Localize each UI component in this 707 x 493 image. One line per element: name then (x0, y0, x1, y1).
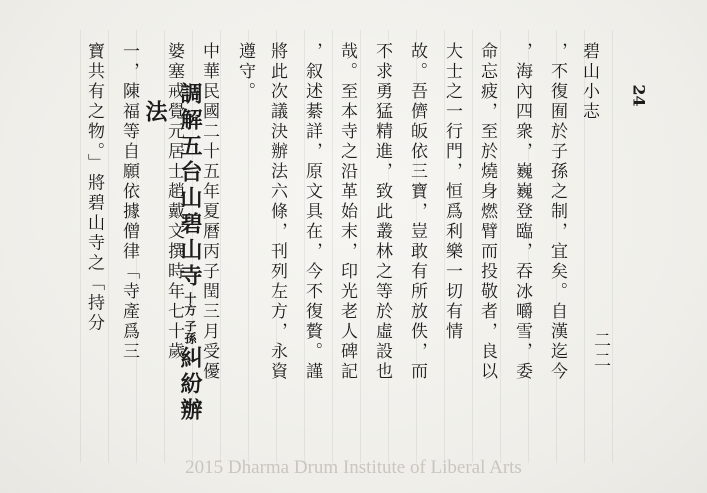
text-column: 故。吾儕皈依三寶，豈敢有所放佚，而 (407, 42, 427, 382)
heading-note-bottom: 子孫 (183, 320, 197, 344)
text-column: 寶共有之物。」將碧山寺之「持分 (84, 42, 104, 334)
column-running-title: 碧山小志 (579, 42, 599, 122)
text-column: ，叙述綦詳，原文具在，今不復贅。謹 (302, 42, 322, 382)
text-column: 命忘疲，至於燒身燃臂而投敬者，良以 (477, 42, 497, 382)
text-column: 哉。至本寺之沿革始末，印光老人碑記 (337, 42, 357, 382)
watermark: 2015 Dharma Drum Institute of Liberal Arts (185, 457, 522, 478)
text-column: ，海內四衆，巍巍登臨，吞冰嚼雪，委 (512, 42, 532, 382)
section-heading (179, 82, 201, 424)
heading-note-top: 十方 (183, 292, 197, 316)
heading-text: 調解五台山碧山寺 (177, 82, 203, 290)
text-column: 婆塞戒覺元居士趙戴文撰時年七十歲 (164, 42, 184, 362)
text-column: 大士之一行門，恒爲利樂一切有情 (442, 42, 462, 342)
text-column: 遵守。 (235, 42, 255, 102)
text-column: 中華民國二十五年夏曆丙子閏三月受優 (199, 42, 219, 382)
text-column: 不求勇猛精進，致此叢林之等於虛設也 (372, 42, 392, 382)
text-column: ，不復囿於子孫之制，宜矣。自漢迄今 (547, 42, 567, 382)
text-column: 一，陳福等自願依據僧律「寺產爲三 (119, 42, 139, 362)
side-margin-mark: 二二 (590, 331, 610, 371)
text-column: 將此次議決辦法六條，刊列左方，永資 (267, 42, 287, 382)
section-heading-line2: 法 (142, 100, 168, 126)
heading-text-end: 糾紛辦 (177, 346, 203, 424)
page-number: 24 (629, 84, 649, 107)
